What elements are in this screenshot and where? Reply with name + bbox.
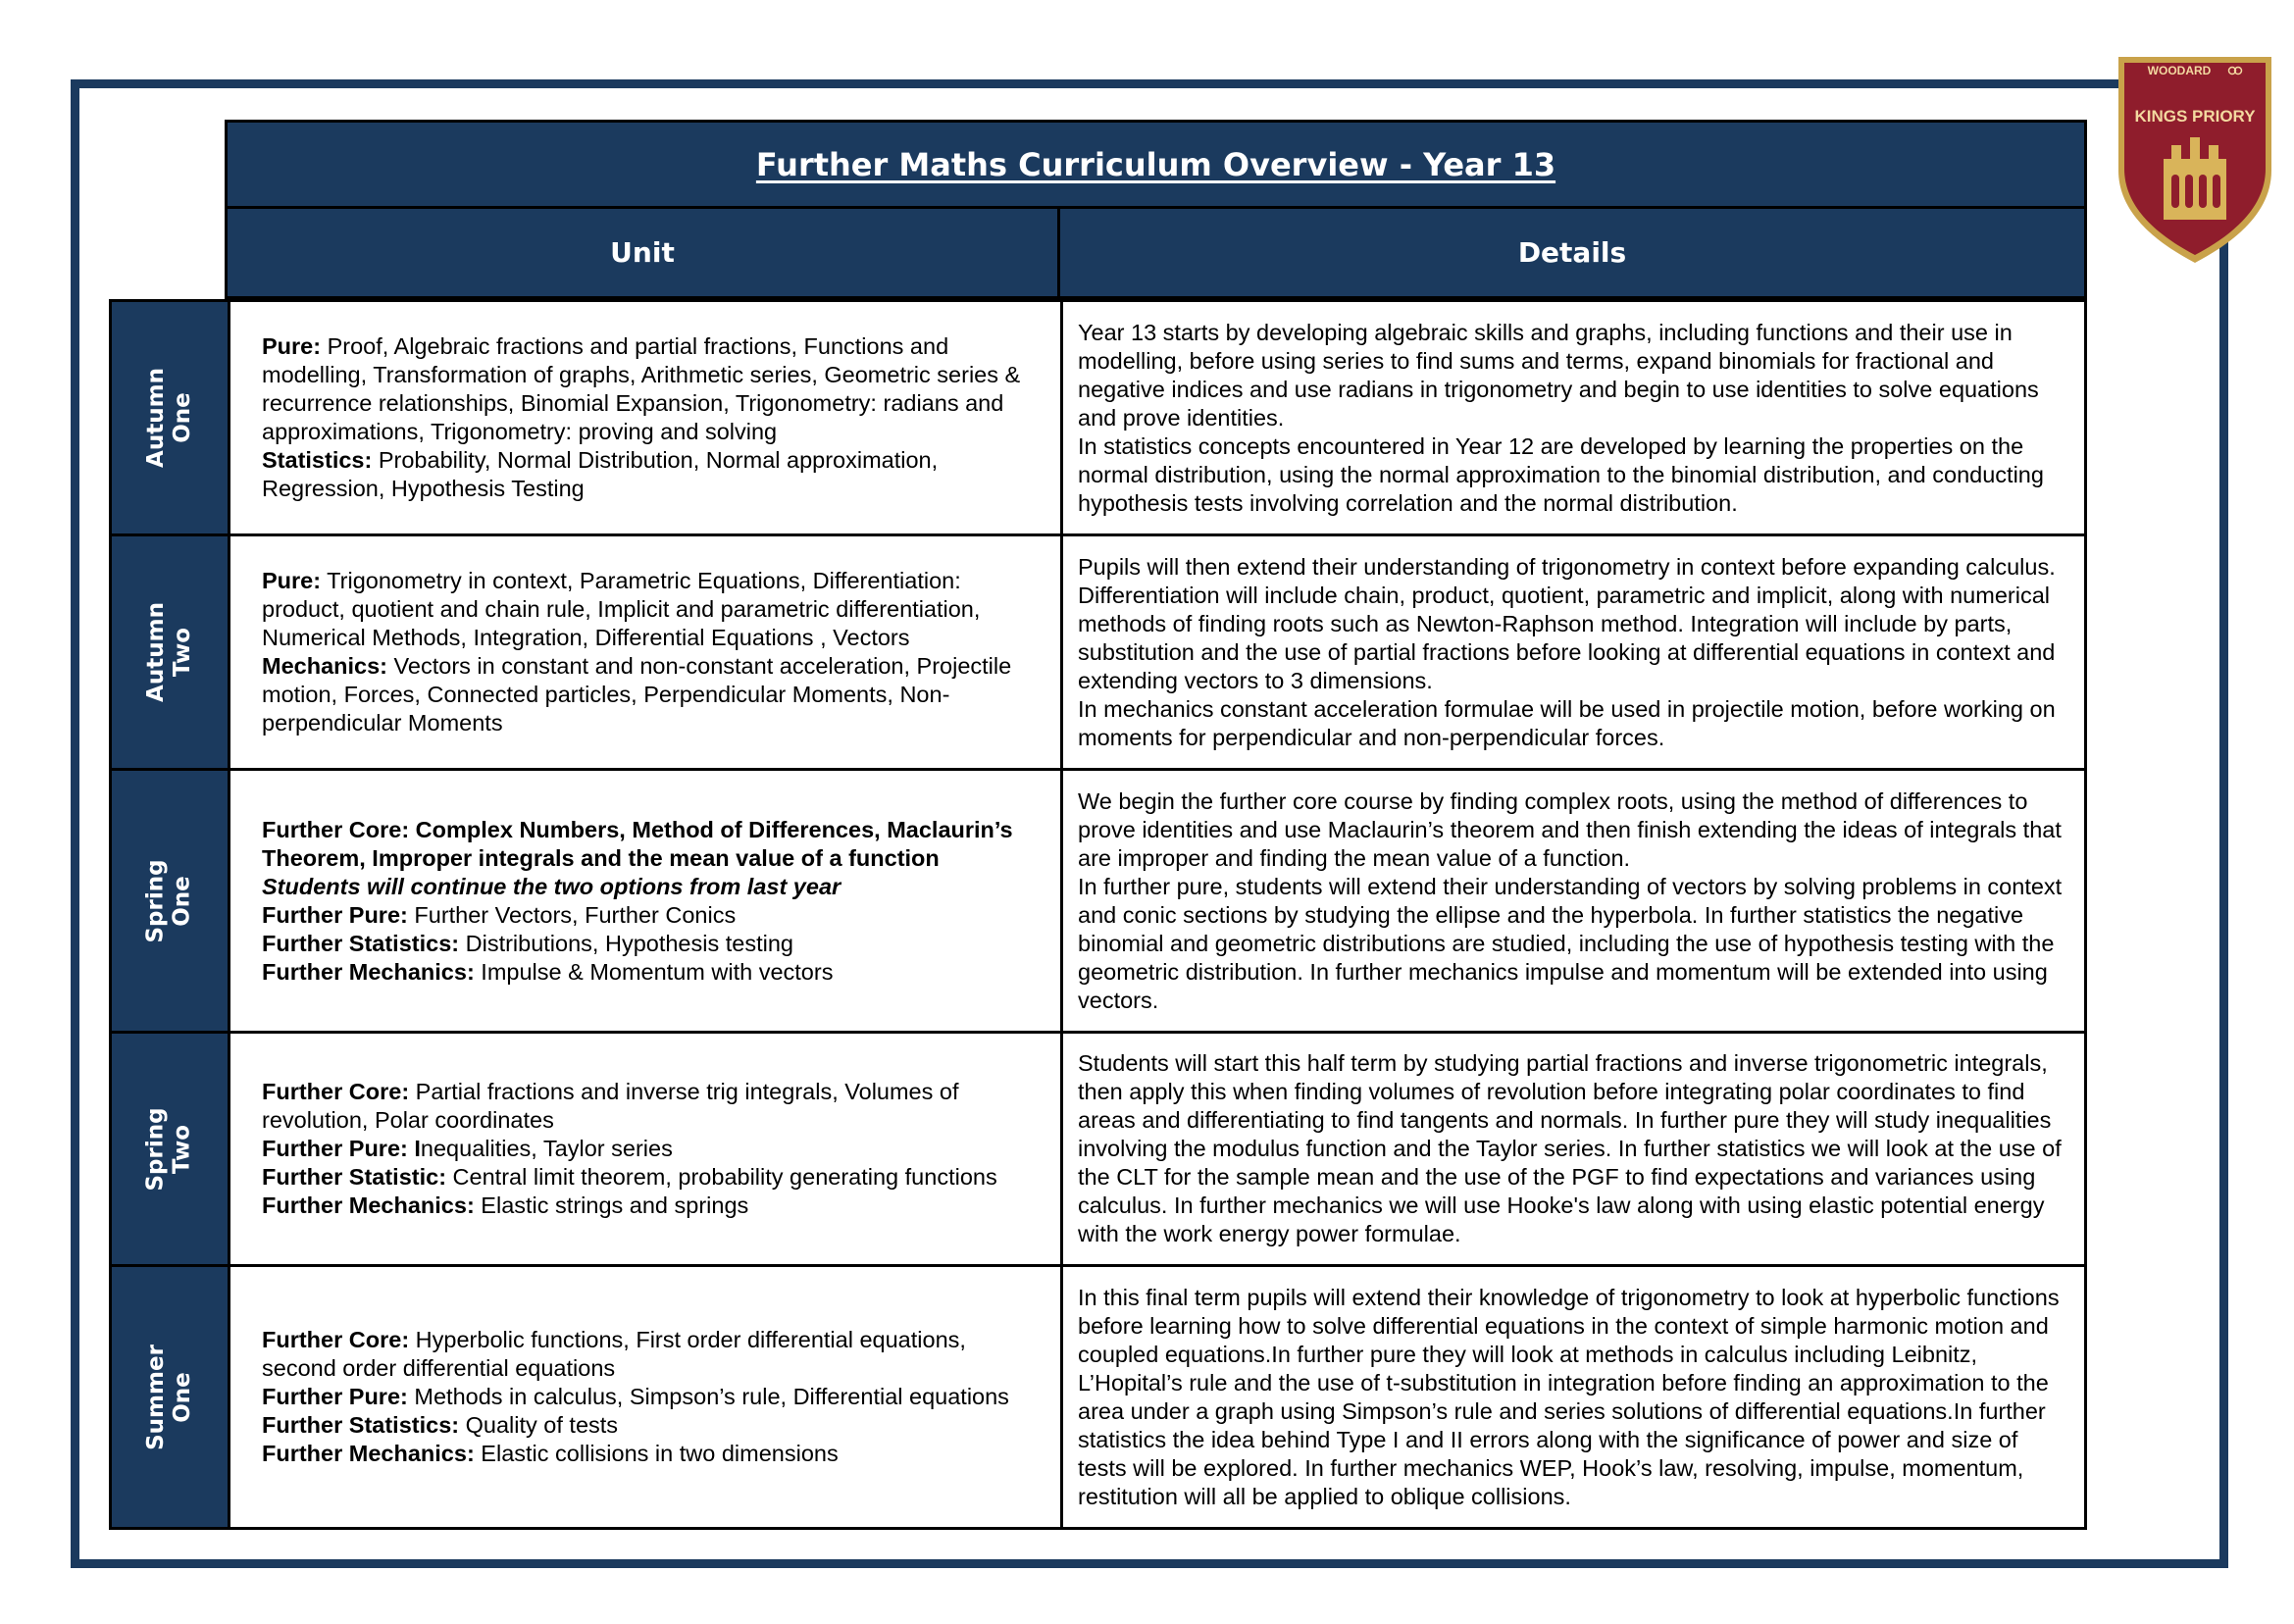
table-row (112, 1267, 2084, 1527)
curriculum-table (109, 299, 2087, 1530)
unit-cell: Further Core: Hyperbolic functions, First order differential equations, second order differential equations Further Pure: Methods in calculus, Simpson’s rule, Differential equations Further Statistics: Quality of tests Further Mechanics: Elastic collisions in two dimensions (230, 1267, 1063, 1527)
term-cell (112, 1267, 230, 1527)
term-label: Spring One (143, 858, 195, 943)
term-label: Autumn Two (142, 602, 195, 702)
unit-cell: Further Core: Partial fractions and inverse trig integrals, Volumes of revolution, Polar coordinates Further Pure: Inequalities, Taylor series Further Statistic: Central limit theorem, probability generating functions Further Mechanics: Elastic strings and springs (230, 1034, 1063, 1264)
term-cell (112, 302, 230, 533)
details-cell: Students will start this half term by studying partial fractions and inverse trigonometric integrals, then apply this when finding volumes of revolution before integrating polar coordinates to find areas and differentiating to find tangents and normals. In further pure they will study inequalities involving the modulus function and the Taylor series. In further statistics we will look at the use of the CLT for the sample mean and the use of the PGF to find expectations and variances using calculus. In further mechanics we will use Hooke's law along with using elastic potential energy with the work energy power formulae. (1078, 1050, 2062, 1246)
table-row (112, 1034, 2084, 1267)
unit-column-header: Unit (228, 209, 1060, 296)
term-label: Summer One (143, 1344, 195, 1450)
details-cell: We begin the further core course by finding complex roots, using the method of differences to prove identities and use Maclaurin’s theorem and then finish extending the ideas of integrals that are improper and finding the mean value of a function. In further pure, students will extend their understanding of vectors by solving problems in context and conic sections by studying the ellipse and the hyperbola. In further statistics the negative binomial and geometric distributions are studied, including the use of hypothesis testing with the geometric distribution. In further mechanics impulse and momentum will be extended into using vectors. (1078, 787, 2063, 1013)
title-bar (225, 120, 2087, 209)
unit-cell: Pure: Proof, Algebraic fractions and partial fractions, Functions and modelling, Transformation of graphs, Arithmetic series, Geometric series & recurrence relationships, Binomial Expansion, Trigonometry: radians and approximations, Trigonometry: proving and solving Statistics: Probability, Normal Distribution, Normal approximation, Regression, Hypothesis Testing (230, 302, 1063, 533)
term-label: Spring Two (143, 1106, 195, 1192)
logo-top-text: WOODARD (2147, 64, 2212, 77)
unit-cell: Further Core: Complex Numbers, Method of Differences, Maclaurin’s Theorem, Improper integrals and the mean value of a function Students will continue the two options from last year Further Pure: Further Vectors, Further Conics Further Statistics: Distributions, Hypothesis testing Further Mechanics: Impulse & Momentum with vectors (230, 771, 1063, 1031)
details-cell: Year 13 starts by developing algebraic skills and graphs, including functions and their use in modelling, before using series to find sums and terms, expand binomials for fractional and negative indices and use radians in trigonometry and begin to use identities to solve equations and prove identities. In statistics concepts encountered in Year 12 are developed by learning the properties on the normal distribution, using the normal approximation to the binomial distribution, and conducting hypothesis tests involving correlation and the normal distribution. (1078, 319, 2044, 516)
term-cell (112, 771, 230, 1031)
kings-priory-crest-logo (2113, 53, 2277, 269)
details-cell: In this final term pupils will extend their knowledge of trigonometry to look at hyperbolic functions before learning how to solve differential equations in the context of simple harmonic motion and coupled equations.In further pure they will look at methods in calculus including Leibnitz, L’Hopital’s rule and the use of t-substitution in integration before finding an approximation to the area under a graph using Simpson’s rule and series solutions of differential equations.In further statistics the idea behind Type I and II errors along with the significance of power and size of tests will be explored. In further mechanics WEP, Hook’s law, resolving, impulse, momentum, restitution will all be applied to oblique collisions. (1078, 1284, 2060, 1509)
details-cell: Pupils will then extend their understanding of trigonometry in context before expanding calculus. Differentiation will include chain, product, quotient, parametric and implicit, along with numerical methods of finding roots such as Newton-Raphson method. Integration will include by parts, substitution and the use of partial fractions before looking at differential equations in context and extending vectors to 3 dimensions. In mechanics constant acceleration formulae will be used in projectile motion, before working on moments for perpendicular and non-perpendicular forces. (1078, 553, 2056, 750)
unit-cell: Pure: Trigonometry in context, Parametric Equations, Differentiation: product, quotient and chain rule, Implicit and parametric differentiation, Numerical Methods, Integration, Differential Equations , Vectors Mechanics: Vectors in constant and non-constant acceleration, Projectile motion, Forces, Connected particles, Perpendicular Moments, Non-perpendicular Moments (230, 536, 1063, 768)
details-column-header: Details (1517, 236, 1627, 269)
table-header (225, 209, 2087, 299)
term-cell (112, 1034, 230, 1264)
term-label: Autumn One (142, 368, 195, 468)
page-title: Further Maths Curriculum Overview - Year 13 (755, 145, 1556, 183)
table-row (112, 302, 2084, 536)
logo-name: KINGS PRIORY (2134, 107, 2256, 126)
term-cell (112, 536, 230, 768)
table-row (112, 536, 2084, 771)
table-row (112, 771, 2084, 1034)
